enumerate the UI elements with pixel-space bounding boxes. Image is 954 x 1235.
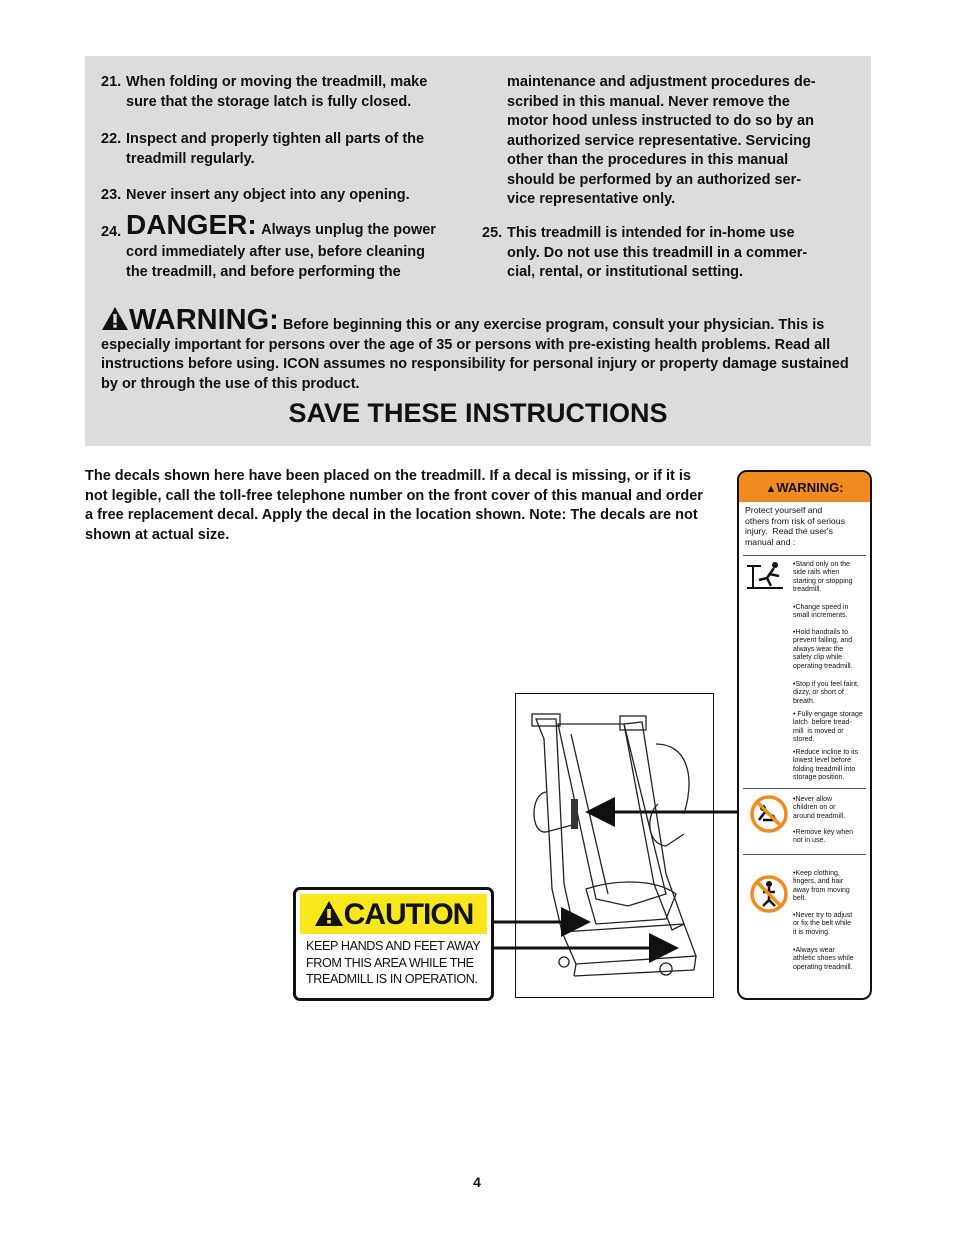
decal-bullet-4: •Stop if you feel faint, dizzy, or short of breath.: [793, 681, 859, 705]
decal-bullet-5: • Fully engage storage latch before tread- mill is moved or stored.: [793, 711, 863, 744]
item-text: Inspect and properly tighten all parts of the treadmill regularly.: [126, 131, 425, 167]
divider: [743, 788, 866, 789]
caution-triangle-icon: [314, 900, 344, 927]
save-instructions-title: SAVE THESE INSTRUCTIONS: [288, 398, 668, 428]
item-text: Never insert any object into any opening.: [126, 187, 410, 203]
warning-label: WARNING:: [129, 304, 279, 336]
divider: [743, 555, 866, 556]
item-number: 23.: [101, 187, 122, 203]
decal-bullet-7: •Never allow children on or around treadmill.: [793, 796, 846, 820]
caution-decal-title: CAUTION: [343, 898, 474, 931]
item-text: This treadmill is intended for in-home use only. Do not use this treadmill in a commer- cial, rental, or institutional setting.: [507, 225, 808, 280]
no-reaching-belt-icon: [749, 874, 789, 914]
decal-bullet-3: •Hold handrails to prevent falling, and always wear the safety clip while operating treadmill.: [793, 629, 853, 670]
warning-decal-triangle-icon: ▲: [765, 483, 777, 495]
page-number: 4: [473, 1174, 481, 1190]
caution-decal-text: KEEP HANDS AND FEET AWAY FROM THIS AREA WHILE THE TREADMILL IS IN OPERATION.: [306, 939, 481, 986]
danger-text-rest: cord immediately after use, before cleaning the treadmill, and before performing the: [126, 244, 425, 280]
warning-decal: [737, 470, 872, 1000]
decal-bullet-8: •Remove key when not in use.: [793, 829, 854, 845]
caution-decal-header: [300, 894, 487, 934]
safety-item-24-continued: maintenance and adjustment procedures de- scribed in this manual. Never remove the motor hood unless instructed to do so by an authorized service representative. Servicing other than the procedures in this manual should be performed by an authorized ser- vice representative only.: [507, 74, 816, 207]
warning-decal-title: WARNING:: [776, 480, 844, 495]
item-number: 22.: [101, 131, 122, 147]
warning-decal-intro: Protect yourself and others from risk of serious injury. Read the user's manual and :: [745, 505, 845, 547]
item-number-24: 24.: [101, 224, 122, 240]
decal-bullet-2: •Change speed in small increments.: [793, 604, 849, 620]
danger-text-first: Always unplug the power: [261, 222, 436, 238]
decal-paragraph: The decals shown here have been placed on the treadmill. If a decal is missing, or if it is not legible, call the toll-free telephone number on the front cover of this manual and order a free replacement decal. Apply the decal in the location shown. Note: The decals are not shown at actual size.: [85, 468, 703, 543]
warning-decal-header: [739, 472, 870, 502]
decal-bullet-11: •Always wear athletic shoes while operating treadmill.: [793, 947, 854, 971]
item-text: When folding or moving the treadmill, make sure that the storage latch is fully closed.: [126, 74, 428, 110]
item-number: 21.: [101, 74, 122, 90]
decal-bullet-6: •Reduce incline to its lowest level before folding treadmill into storage position.: [793, 749, 859, 782]
divider: [743, 854, 866, 855]
decal-bullet-1: •Stand only on the side rails when starting or stopping treadmill.: [793, 561, 853, 594]
decal-bullet-10: •Never try to adjust or fix the belt while it is moving.: [793, 912, 853, 936]
danger-label: DANGER:: [126, 209, 257, 240]
warning-text: Before beginning this or any exercise program, consult your physician. This is especially important for persons over the age of 35 or persons with pre-existing health problems. Read all instructions before using. ICON assumes no responsibility for personal injury or property damage sustained by or through the use of this product.: [101, 317, 849, 392]
no-children-icon: [749, 794, 789, 834]
item-number: 25.: [482, 225, 503, 241]
caution-decal: [293, 887, 494, 1001]
decal-bullet-9: •Keep clothing, fingers, and hair away from moving belt.: [793, 870, 850, 903]
stand-on-rails-icon: [745, 560, 785, 590]
